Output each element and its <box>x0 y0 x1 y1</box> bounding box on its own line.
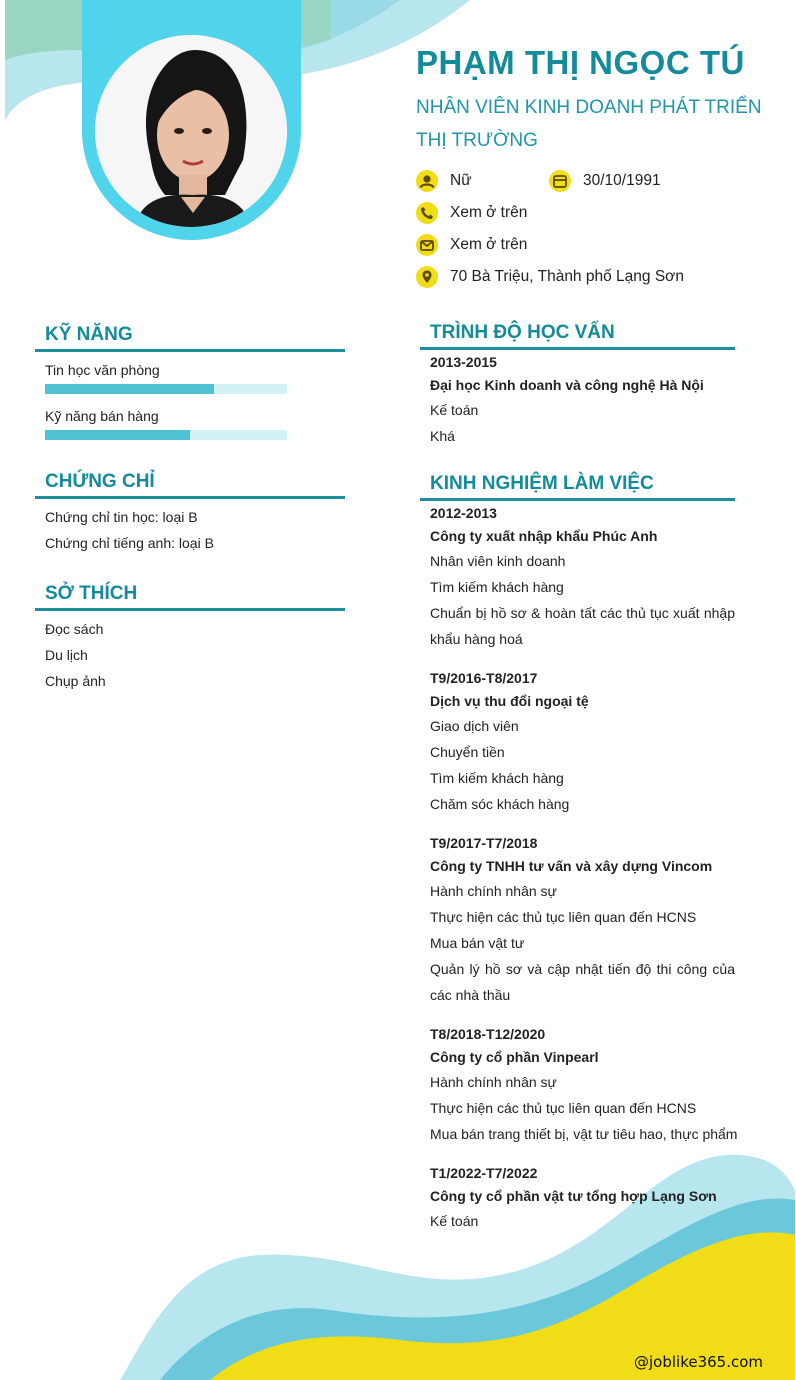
skill-bar-fill <box>45 384 214 394</box>
certificates-divider <box>35 496 345 499</box>
job-detail: Kế toán <box>430 1213 479 1229</box>
birthdate-value: 30/10/1991 <box>583 172 661 189</box>
education-heading: TRÌNH ĐỘ HỌC VẤN <box>430 322 615 343</box>
education-major: Kế toán <box>430 402 479 418</box>
job-period: T8/2018-T12/2020 <box>430 1026 546 1042</box>
gender-value: Nữ <box>450 172 472 189</box>
job-detail: Giao dịch viên <box>430 718 519 734</box>
job-detail: Tìm kiếm khách hàng <box>430 770 564 786</box>
job-detail: Thực hiện các thủ tục liên quan đến HCNS <box>430 909 697 925</box>
address-value: 70 Bà Triệu, Thành phố Lạng Sơn <box>450 268 684 285</box>
footer-website[interactable]: @joblike365.com <box>634 1353 764 1371</box>
job-detail: Thực hiện các thủ tục liên quan đến HCNS <box>430 1100 697 1116</box>
candidate-name: PHẠM THỊ NGỌC TÚ <box>416 44 745 81</box>
education-school: Đại học Kinh doanh và công nghệ Hà Nội <box>430 377 704 393</box>
profile-photo <box>95 35 287 227</box>
job-detail: Tìm kiếm khách hàng <box>430 579 564 595</box>
phone-row <box>416 202 527 224</box>
skill-label: Tin học văn phòng <box>45 362 160 378</box>
experience-heading: KINH NGHIỆM LÀM VIỆC <box>430 473 654 494</box>
job-detail: Mua bán trang thiết bị, vật tư tiêu hao, thực phẩm <box>430 1126 738 1142</box>
skills-divider <box>35 349 345 352</box>
gender-row <box>416 170 472 192</box>
email-row <box>416 234 527 256</box>
birthdate-row <box>549 170 661 192</box>
certificates-heading: CHỨNG CHỈ <box>45 471 155 492</box>
phone-icon <box>416 202 438 224</box>
skills-heading: KỸ NĂNG <box>45 324 133 345</box>
skill-bar-fill <box>45 430 190 440</box>
skill-bar <box>45 384 287 394</box>
job-detail: Mua bán vật tư <box>430 935 525 951</box>
hobby-item: Du lịch <box>45 647 88 663</box>
experience-divider <box>420 498 735 501</box>
job-company: Công ty xuất nhập khẩu Phúc Anh <box>430 528 658 544</box>
job-company: Dịch vụ thu đổi ngoại tệ <box>430 693 589 709</box>
job-period: T1/2022-T7/2022 <box>430 1165 538 1181</box>
job-detail: Chăm sóc khách hàng <box>430 796 570 812</box>
job-period: 2012-2013 <box>430 505 497 521</box>
education-period: 2013-2015 <box>430 354 497 370</box>
job-detail: Hành chính nhân sự <box>430 1074 557 1090</box>
education-grade: Khá <box>430 428 455 444</box>
job-detail: Chuẩn bị hồ sơ & hoàn tất các thủ tục xuất nhập khẩu hàng hoá <box>430 605 735 647</box>
hobbies-divider <box>35 608 345 611</box>
candidate-position: NHÂN VIÊN KINH DOANH PHÁT TRIỂN THỊ TRƯỜNG <box>416 97 762 151</box>
skill-bar <box>45 430 287 440</box>
skill-label: Kỹ năng bán hàng <box>45 408 159 424</box>
location-icon <box>416 266 438 288</box>
job-detail: Chuyển tiền <box>430 744 505 760</box>
hobby-item: Chụp ảnh <box>45 673 106 689</box>
job-company: Công ty cổ phần vật tư tổng hợp Lạng Sơn <box>430 1188 717 1204</box>
job-company: Công ty TNHH tư vấn và xây dựng Vincom <box>430 858 713 874</box>
email-value: Xem ở trên <box>450 236 528 253</box>
mail-icon <box>416 234 438 256</box>
hobbies-heading: SỞ THÍCH <box>45 583 138 604</box>
job-period: T9/2016-T8/2017 <box>430 670 538 686</box>
job-company: Công ty cổ phần Vinpearl <box>430 1049 599 1065</box>
job-detail: Hành chính nhân sự <box>430 883 557 899</box>
certificate-item: Chứng chỉ tin học: loại B <box>45 509 198 525</box>
phone-value: Xem ở trên <box>450 204 528 221</box>
address-row <box>416 266 684 288</box>
hobby-item: Đọc sách <box>45 621 104 637</box>
user-icon <box>416 170 438 192</box>
education-divider <box>420 347 735 350</box>
certificate-item: Chứng chỉ tiếng anh: loại B <box>45 535 214 551</box>
job-detail: Nhân viên kinh doanh <box>430 553 566 569</box>
job-detail: Quản lý hồ sơ và cập nhật tiến độ thi công của các nhà thầu <box>430 961 735 1003</box>
job-period: T9/2017-T7/2018 <box>430 835 538 851</box>
calendar-icon <box>549 170 571 192</box>
